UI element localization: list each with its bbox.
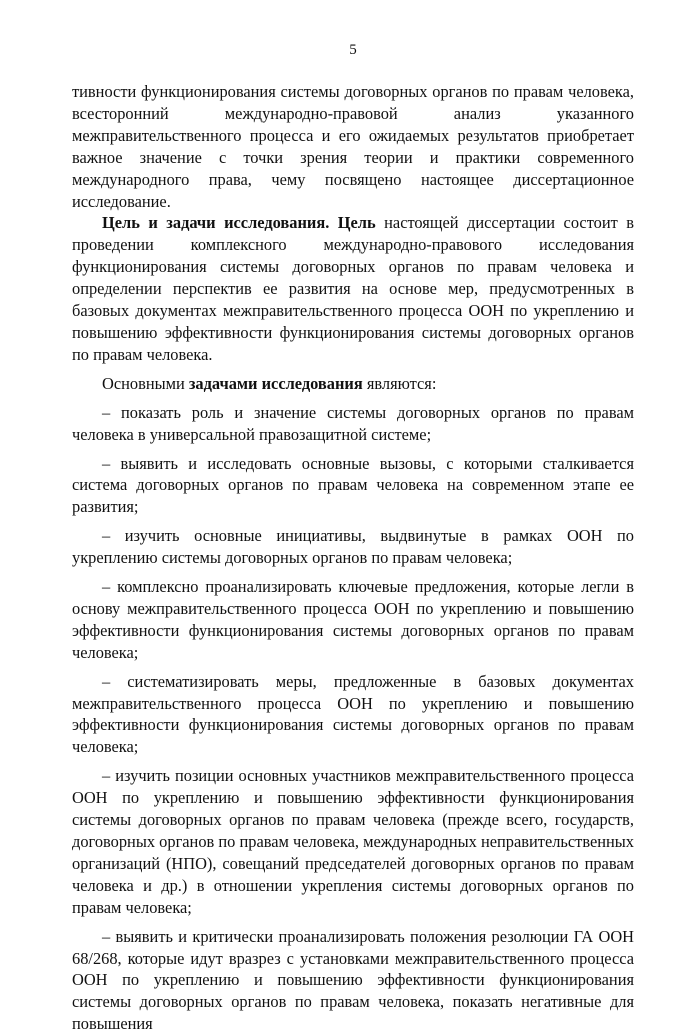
- paragraph-tasks-intro: [72, 373, 634, 395]
- task-item-2: – выявить и исследовать основные вызовы, с которыми сталкивается система договорных органов по правам человека на современном этапе ее развития;: [72, 453, 634, 517]
- task-item-1: – показать роль и значение системы договорных органов по правам человека в универсальной правозащитной системе;: [72, 402, 634, 444]
- paragraph-continuation: тивности функционирования системы договорных органов по правам человека, всесторонний международно-правовой анализ указанного межправительственного процесса и его ожидаемых результатов приобретает важное значение с точки зрения теории и практики современного международного права, чему посвящено настоящее диссертационное исследование.: [72, 82, 634, 211]
- task-item-4: – комплексно проанализировать ключевые предложения, которые легли в основу межправительственного процесса ООН по укреплению и повышению эффективности функционирования системы договорных органов по правам человека;: [72, 577, 634, 662]
- paragraph-goal: [72, 212, 634, 365]
- task-item-6: – изучить позиции основных участников межправительственного процесса ООН по укреплению и повышению эффективности функционирования системы договорных органов по правам человека (прежде всего, государств, договорных органов по правам человека, международных неправительственных организаций (НПО), совещаний председателей договорных органов по правам человека и др.) в отношении укрепления системы договорных органов по правам человека;: [72, 766, 634, 917]
- tasks-intro-post: являются:: [362, 373, 437, 393]
- tasks-intro-pre: Основными: [102, 373, 189, 393]
- task-item-7: – выявить и критически проанализировать положения резолюции ГА ООН 68/268, которые идут вразрез с установками межправительственного процесса ООН по укреплению и повышению эффективности функционирования системы договорных органов по правам человека, показать негативные для повышения: [72, 926, 634, 1034]
- task-item-5: – систематизировать меры, предложенные в базовых документах межправительственного процесса ООН по укреплению и повышению эффективности функционирования системы договорных органов по правам человека;: [72, 671, 634, 757]
- tasks-heading: задачами исследования: [188, 373, 363, 393]
- document-page: [72, 0, 634, 1034]
- page-number: 5: [349, 42, 357, 58]
- goal-heading: Цель и задачи исследования. Цель: [102, 213, 376, 233]
- goal-text: настоящей диссертации состоит в проведении комплексного международно-правового исследования функционирования системы договорных органов по правам человека и определении перспектив ее развития на основе мер, предусмотренных в базовых документах межправительственного процесса ООН по укреплению и повышению эффективности функционирования системы договорных органов по правам человека.: [72, 213, 634, 364]
- body-text: [72, 81, 634, 1035]
- task-item-3: – изучить основные инициативы, выдвинутые в рамках ООН по укреплению системы договорных органов по правам человека;: [72, 526, 634, 568]
